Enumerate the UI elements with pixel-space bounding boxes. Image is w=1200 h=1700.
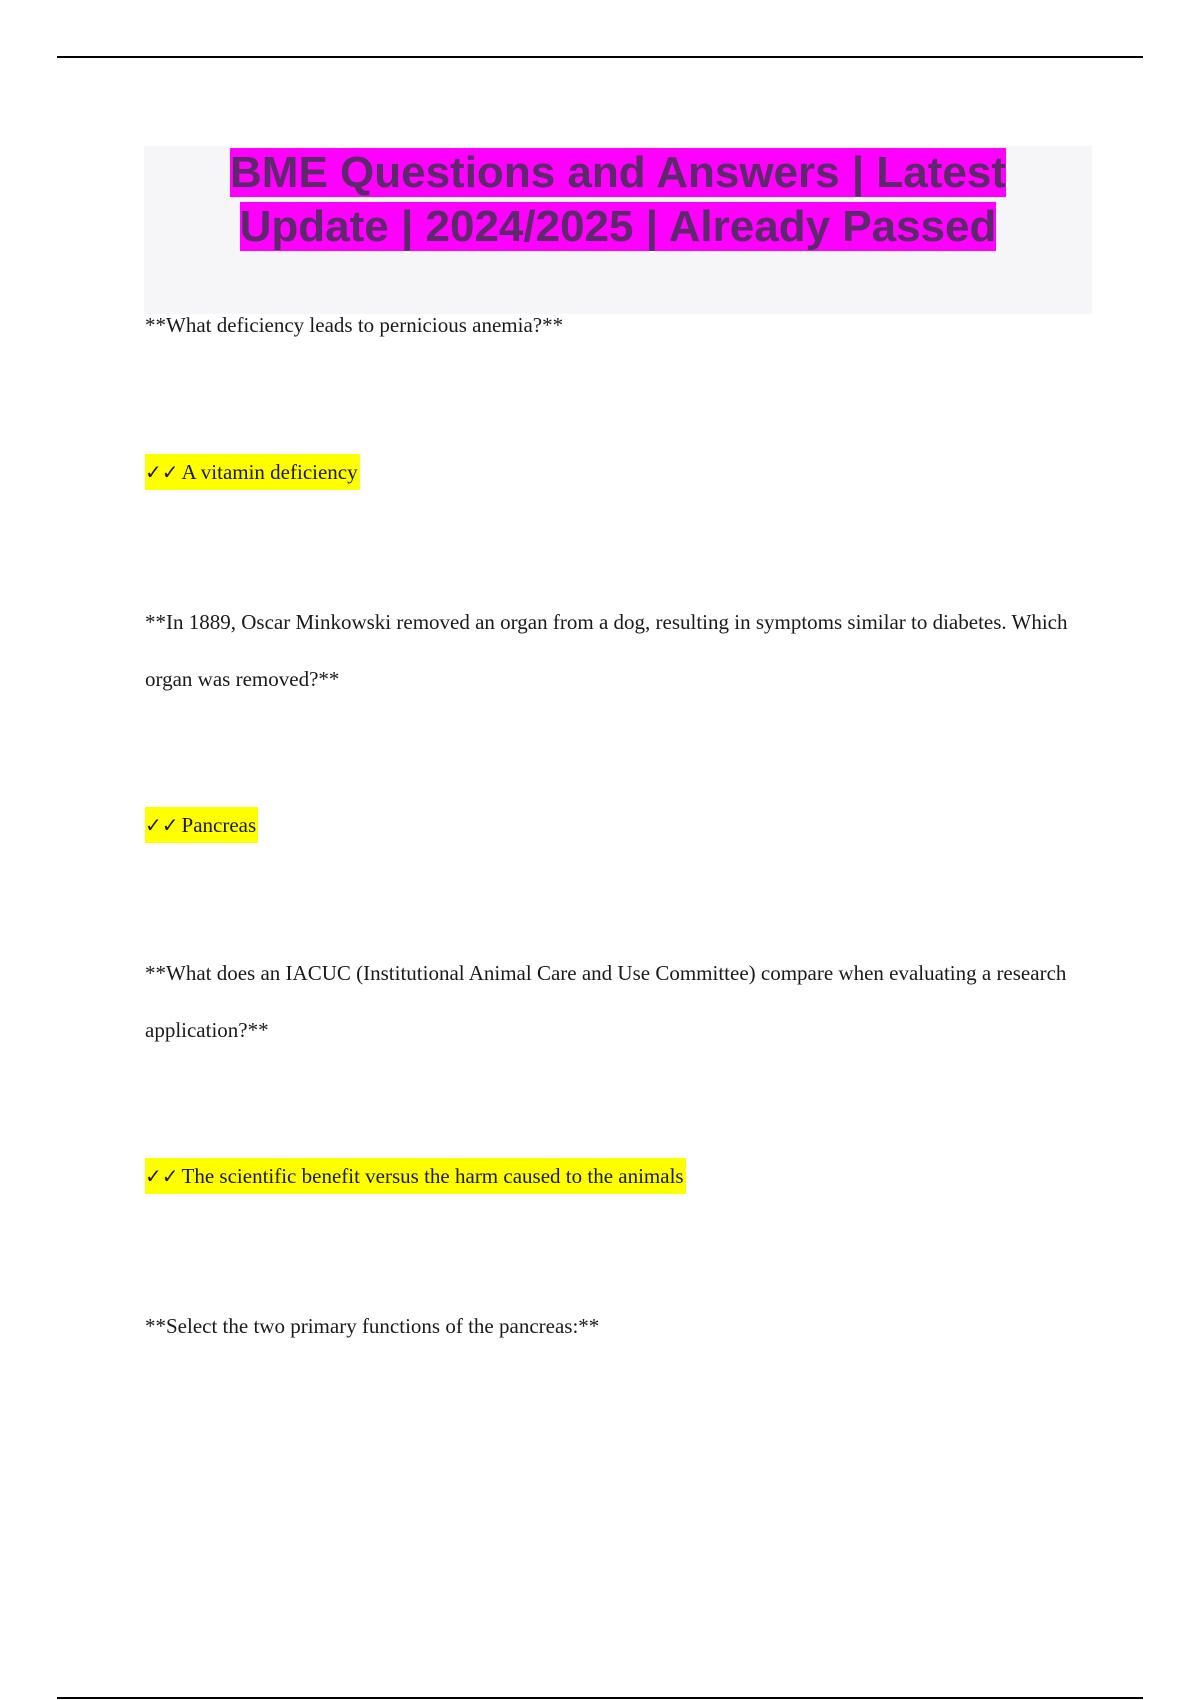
answer-text: A vitamin deficiency: [181, 460, 358, 484]
answer-2: [145, 797, 1085, 854]
answer-highlight: [145, 1158, 686, 1194]
answer-3: [145, 1148, 1085, 1205]
title-banner: [144, 146, 1092, 314]
question-2: **In 1889, Oscar Minkowski removed an organ from a dog, resulting in symptoms similar to diabetes. Which organ was removed?**: [145, 610, 1068, 691]
double-check-icon: ✓✓: [145, 1164, 179, 1188]
double-check-icon: ✓✓: [145, 813, 179, 837]
question-3: **What does an IACUC (Institutional Animal Care and Use Committee) compare when evaluating a research application?**: [145, 961, 1067, 1042]
question-4: **Select the two primary functions of the pancreas:**: [145, 1314, 600, 1338]
answer-text: The scientific benefit versus the harm caused to the animals: [181, 1164, 684, 1188]
answer-highlight: [145, 454, 360, 490]
answer-1: [145, 444, 1085, 501]
answer-highlight: [145, 807, 258, 843]
footer-rule: [57, 1697, 1143, 1699]
header-rule: [57, 56, 1143, 58]
double-check-icon: ✓✓: [145, 460, 179, 484]
answer-text: Pancreas: [181, 813, 257, 837]
document-title: BME Questions and Answers | Latest Update | 2024/2025 | Already Passed: [230, 148, 1006, 251]
question-1: **What deficiency leads to pernicious anemia?**: [145, 313, 564, 337]
